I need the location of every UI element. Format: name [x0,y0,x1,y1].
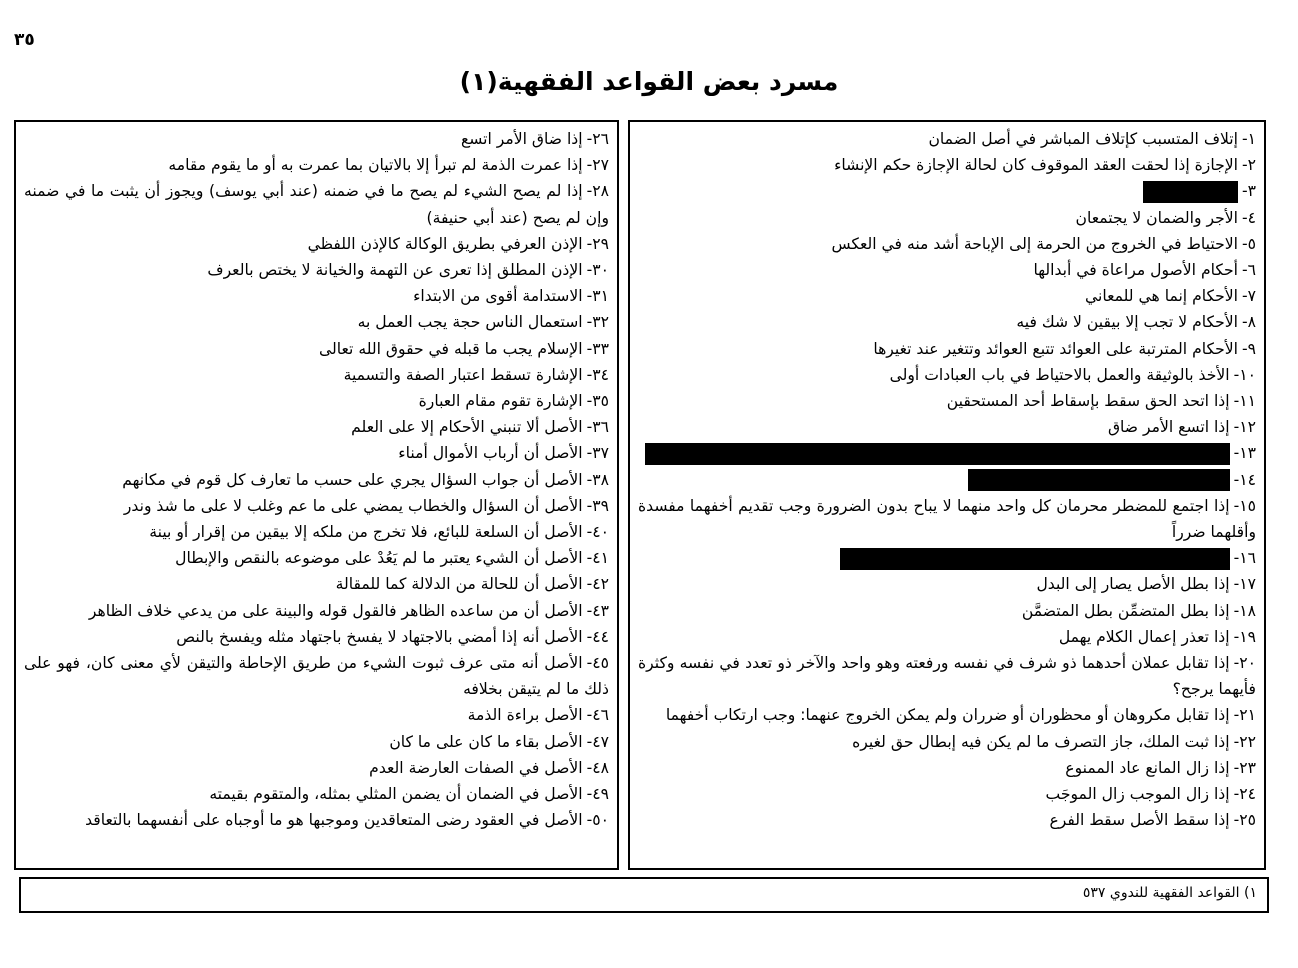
rule-number: ٤٨- [586,758,609,777]
rule-number: ٥- [1241,234,1256,253]
rule-text: أحكام الأصول مراعاة في أبدالها [1033,261,1238,280]
rule-text: إذا تقابل عملان أحدهما ذو شرف في نفسه ورفعته وهو واحد والآخر ذو تعدد في نفسه وكثرة فأيهما يرجح؟ [638,654,1256,699]
rule-item [24,309,609,335]
rule-item [638,388,1256,414]
rule-text: الإسلام يجب ما قبله في حقوق الله تعالى [319,339,583,358]
rule-item [24,178,609,230]
rule-text: الأصل في الضمان أن يضمن المثلي بمثله، والمتقوم بقيمته [209,785,583,804]
rule-number: ٣٢- [586,313,609,332]
rule-number: ٣- [1241,182,1256,201]
rule-item [24,440,609,466]
rule-item [24,493,609,519]
rule-item [638,257,1256,283]
rule-item [24,467,609,493]
rule-text: الإذن المطلق إذا تعرى عن التهمة والخيانة لا يختص بالعرف [207,261,583,280]
rule-text: الاستدامة أقوى من الابتداء [413,287,583,306]
page-number: ٣٥ [14,30,35,50]
rule-text: إذا لم يصح الشيء لم يصح ما في ضمنه (عند أبي يوسف) ويجوز أن يثبت ما في ضمنه وإن لم يصح (عند أبي حنيفة) [24,182,609,227]
rule-number: ٣١- [586,287,609,306]
rule-text: إتلاف المتسبب كإتلاف المباشر في أصل الضمان [928,130,1238,148]
rule-number: ٢٨- [586,182,609,201]
rule-item [24,545,609,571]
rule-text: الأحكام إنما هي للمعاني [1085,287,1238,306]
rule-text: إذا زال المانع عاد الممنوع [1065,758,1230,777]
rule-text: الأصل أن للحالة من الدلالة كما للمقالة [335,575,583,594]
rule-number: ٤٧- [586,732,609,751]
rule-item [24,624,609,650]
rule-number: ٣٤- [586,365,609,384]
rule-number: ٢٧- [586,156,609,175]
rule-number: ١٥- [1233,496,1256,515]
rule-number: ١٧- [1233,575,1256,594]
rule-number: ٣٦- [586,418,609,437]
rule-item [638,309,1256,335]
rule-text: إذا تقابل مكروهان أو محظوران أو ضرران ولم يمكن الخروج عنهما: وجب ارتكاب أخفهما [665,706,1230,725]
rule-item [24,336,609,362]
rule-text: الأصل أن من ساعده الظاهر فالقول قوله والبينة على من يدعي خلاف الظاهر [88,601,583,620]
rule-item [24,781,609,807]
rule-text: الأصل أن السلعة للبائع، فلا تخرج من ملكه إلا بيقين من إقرار أو بينة [149,523,583,542]
rule-item [638,126,1256,152]
rule-text: الأصل أن الشيء يعتبر ما لم يَعُدْ على موضوعه بالنقص والإبطال [175,549,583,568]
rule-text: الأصل أن السؤال والخطاب يمضي على ما عم وغلب لا على ما شذ وندر [123,496,583,515]
rule-text: الأجر والضمان لا يجتمعان [1075,208,1238,227]
rule-text: إذا بطل المتضمِّن بطل المتضمَّن [1021,601,1230,620]
rule-number: ٢٠- [1233,654,1256,673]
rule-text: إذا ضاق الأمر اتسع [460,130,583,148]
rule-text: استعمال الناس حجة يجب العمل به [357,313,583,332]
rules-column-right [628,120,1266,870]
rule-text: الأصل أن أرباب الأموال أمناء [398,444,583,463]
page-title: مسرد بعض القواعد الفقهية(١) [459,67,839,96]
rule-text: الأصل ألا تنبني الأحكام إلا على العلم [351,418,583,437]
rule-number: ٤٠- [586,523,609,542]
rule-item [24,702,609,728]
rule-number: ٢- [1241,156,1256,175]
rule-item [638,336,1256,362]
rule-text: إذا زال الموجب زال الموجَب [1045,785,1230,804]
rule-text: إذا تعذر إعمال الكلام يهمل [1058,627,1230,646]
rule-number: ٢٣- [1233,758,1256,777]
rule-number: ٤٣- [586,601,609,620]
rule-text: الإجازة إذا لحقت العقد الموقوف كان لحالة الإجازة حكم الإنشاء [834,156,1238,175]
rule-item [638,205,1256,231]
rule-item [24,414,609,440]
rule-text: إذا عمرت الذمة لم تبرأ إلا بالاتيان بما عمرت به أو ما يقوم مقامه [168,156,583,175]
rule-item [638,571,1256,597]
rule-number: ١٢- [1233,418,1256,437]
rule-item [24,807,609,833]
rule-number: ٤٢- [586,575,609,594]
rule-number: ٩- [1241,339,1256,358]
rule-number: ١٣- [1233,444,1256,463]
rule-item [24,362,609,388]
rule-number: ٤٦- [586,706,609,725]
footnote-box [19,877,1269,913]
rule-number: ٤١- [586,549,609,568]
rule-text: إذا ثبت الملك، جاز التصرف ما لم يكن فيه إبطال حق لغيره [852,732,1230,751]
rule-number: ١٨- [1233,601,1256,620]
rule-item [24,152,609,178]
rule-text: الأحكام المترتبة على العوائد تتبع العوائد وتتغير عند تغيرها [873,339,1238,358]
rule-item [638,781,1256,807]
rule-item [638,729,1256,755]
rule-text: إذا سقط الأصل سقط الفرع [1049,811,1230,830]
rule-number: ٣٣- [586,339,609,358]
redaction-bar [840,548,1230,570]
rule-number: ٣٩- [586,496,609,515]
rule-item [638,362,1256,388]
rule-number: ٣٧- [586,444,609,463]
rule-item [638,598,1256,624]
rule-item [24,231,609,257]
rule-text: إذا بطل الأصل يصار إلى البدل [1036,575,1230,594]
rule-item [638,231,1256,257]
rule-number: ١٠- [1233,365,1256,384]
rule-text: الأصل في الصفات العارضة العدم [369,758,583,777]
rule-text: الاحتياط في الخروج من الحرمة إلى الإباحة أشد منه في العكس [831,234,1238,253]
rule-number: ٧- [1241,287,1256,306]
rule-item [638,545,1256,571]
rule-number: ٣٠- [586,261,609,280]
rule-text: الأصل في العقود رضى المتعاقدين وموجبها هو ما أوجباه على أنفسهما بالتعاقد [85,811,583,830]
rule-number: ١٩- [1233,627,1256,646]
rule-item [638,467,1256,493]
rule-item [638,755,1256,781]
rule-text: الإشارة تسقط اعتبار الصفة والتسمية [343,365,583,384]
rule-item [638,702,1256,728]
rule-text: إذا اتسع الأمر ضاق [1107,418,1230,437]
rule-number: ٦- [1241,261,1256,280]
rule-number: ٢٦- [586,130,609,148]
rule-text: الأصل أنه متى عرف ثبوت الشيء من طريق الإحاطة والتيقن لأي معنى كان، فهو على ذلك ما لم يتيقن بخلافه [24,654,609,699]
rule-item [24,571,609,597]
rule-item [24,283,609,309]
rule-number: ٤٩- [586,785,609,804]
rule-number: ٨- [1241,313,1256,332]
rule-text: الأحكام لا تجب إلا بيقين لا شك فيه [1016,313,1238,332]
rule-text: الأصل أنه إذا أمضي بالاجتهاد لا يفسخ باجتهاد مثله ويفسخ بالنص [176,627,583,646]
rule-item [638,807,1256,833]
rule-number: ٤٥- [586,654,609,673]
rule-number: ٤- [1241,208,1256,227]
rule-number: ٣٨- [586,470,609,489]
rule-item [638,624,1256,650]
rule-item [638,493,1256,545]
rule-text: إذا اتحد الحق سقط بإسقاط أحد المستحقين [946,392,1230,411]
rule-number: ٢٥- [1233,811,1256,830]
rule-item [24,388,609,414]
rule-number: ١- [1241,130,1256,148]
rule-number: ٥٠- [586,811,609,830]
rule-text: الإذن العرفي بطريق الوكالة كالإذن اللفظي [307,234,583,253]
rule-item [24,126,609,152]
rule-text: الأخذ بالوثيقة والعمل بالاحتياط في باب العبادات أولى [889,365,1230,384]
rule-text: الأصل براءة الذمة [467,706,583,725]
footnote-text: ١) القواعد الفقهية للندوي ٥٣٧ [1082,885,1257,901]
rule-item [638,414,1256,440]
rule-number: ١١- [1233,392,1256,411]
rule-item [638,178,1256,204]
rule-text: إذا اجتمع للمضطر محرمان كل واحد منهما لا يباح بدون الضرورة وجب تقديم أخفهما مفسدة وأقلهما ضرراً [638,496,1256,542]
rule-item [24,650,609,702]
rule-item [638,283,1256,309]
rules-column-left [14,120,619,870]
rule-item [24,519,609,545]
rule-number: ١٤- [1233,470,1256,489]
redaction-bar [968,469,1230,491]
rule-number: ٤٤- [586,627,609,646]
rule-number: ٣٥- [586,392,609,411]
redaction-bar [1143,181,1238,203]
rule-number: ٢٤- [1233,785,1256,804]
rule-item [24,598,609,624]
rule-number: ٢٢- [1233,732,1256,751]
rule-item [638,152,1256,178]
rule-item [24,755,609,781]
redaction-bar [645,443,1230,465]
rule-text: الأصل أن جواب السؤال يجري على حسب ما تعارف كل قوم في مكانهم [122,470,583,489]
rule-number: ٢٩- [586,234,609,253]
rule-text: الإشارة تقوم مقام العبارة [418,392,583,411]
rule-number: ٢١- [1233,706,1256,725]
rule-text: الأصل بقاء ما كان على ما كان [389,732,583,751]
rule-item [638,650,1256,702]
rule-item [638,440,1256,466]
rule-item [24,257,609,283]
rule-number: ١٦- [1233,549,1256,568]
rule-item [24,729,609,755]
